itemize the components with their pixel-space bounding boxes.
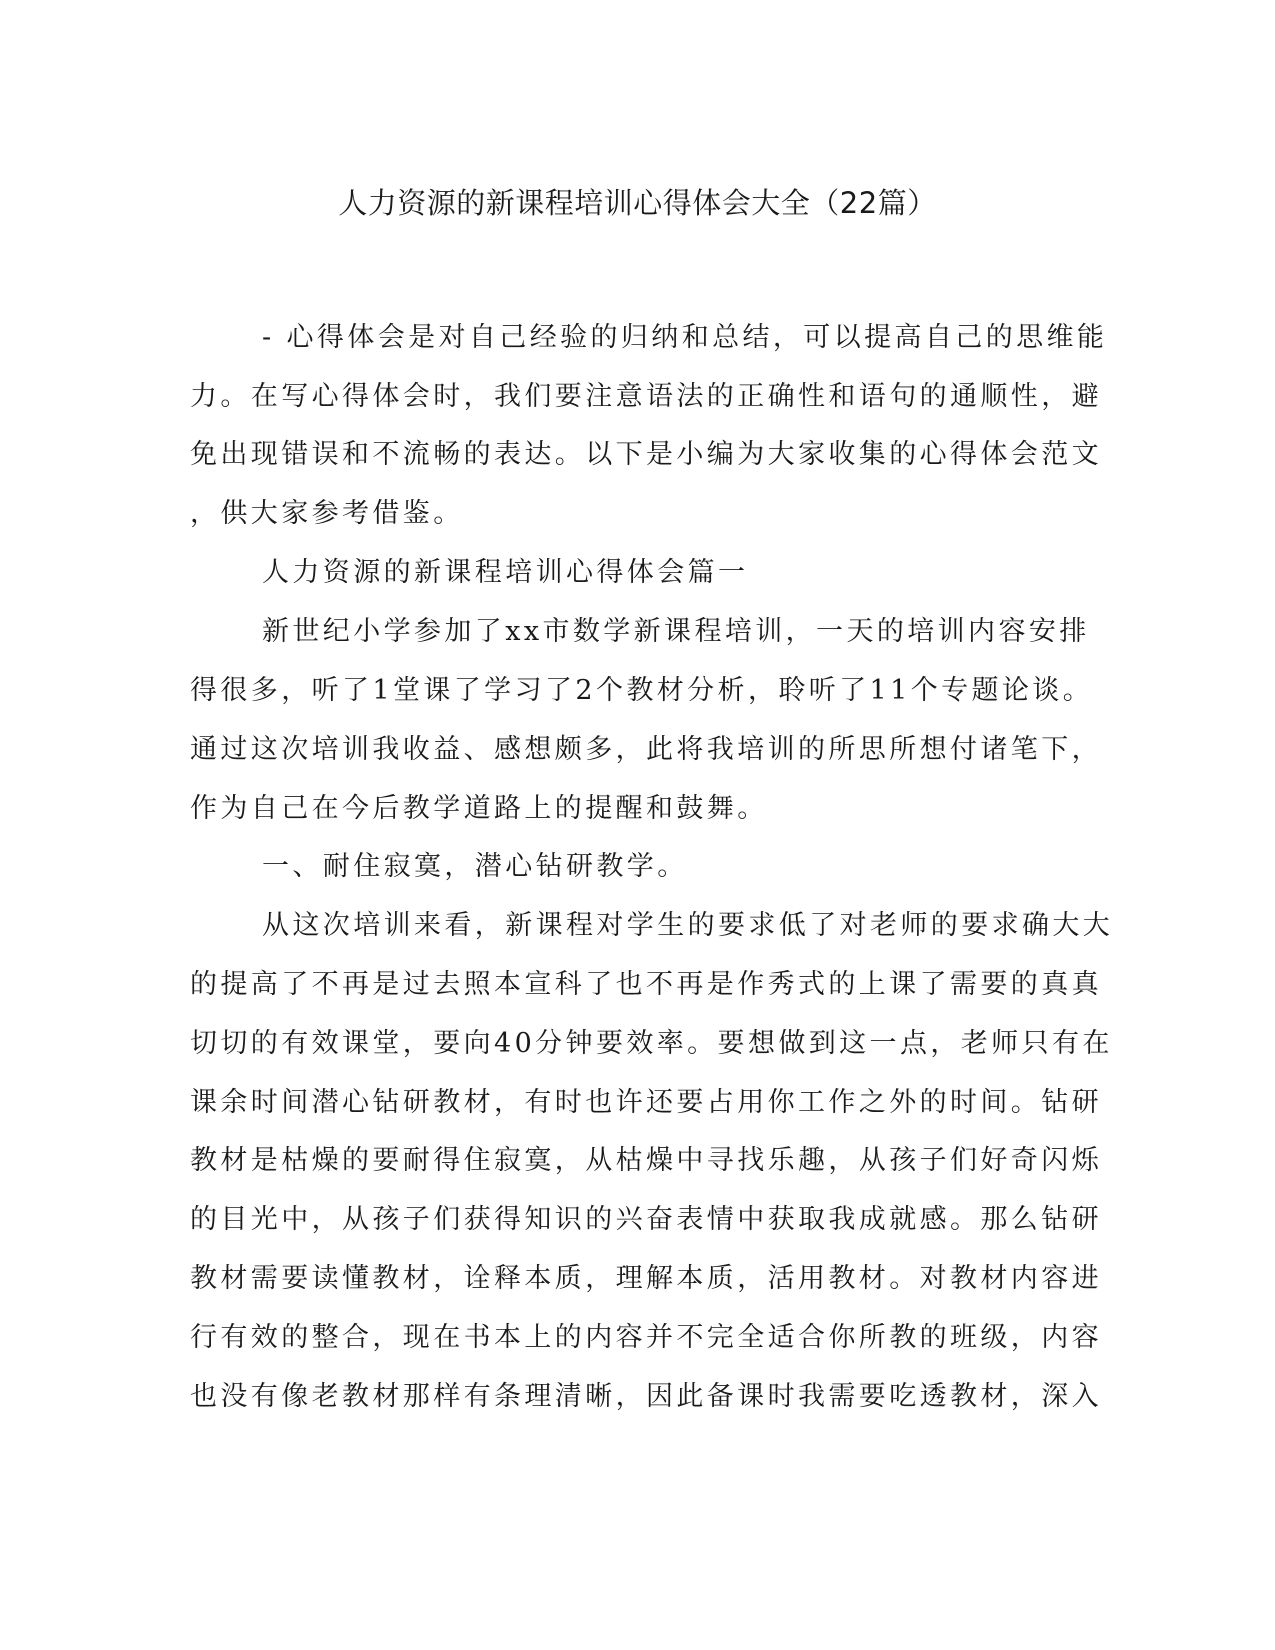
text-line: 从这次培训来看，新课程对学生的要求低了对老师的要求确大大	[262, 910, 1114, 941]
text-line: 力。在写心得体会时，我们要注意语法的正确性和语句的通顺性，避	[190, 381, 1102, 412]
text-line: 得很多，听了1堂课了学习了2个教材分析，聆听了11个专题论谈。	[190, 675, 1094, 706]
text-line: 教材是枯燥的要耐得住寂寞，从枯燥中寻找乐趣，从孩子们好奇闪烁	[190, 1145, 1102, 1176]
text-line: 新世纪小学参加了xx市数学新课程培训，一天的培训内容安排	[262, 616, 1090, 647]
section-heading: 人力资源的新课程培训心得体会篇一	[262, 557, 749, 588]
text-line: 的提高了不再是过去照本宣科了也不再是作秀式的上课了需要的真真	[190, 969, 1102, 1000]
subsection-heading: 一、耐住寂寞，潜心钻研教学。	[262, 851, 688, 882]
text-line: 通过这次培训我收益、感想颇多，此将我培训的所思所想付诸笔下，	[190, 734, 1102, 765]
text-line: 行有效的整合，现在书本上的内容并不完全适合你所教的班级，内容	[190, 1322, 1102, 1353]
text-line: 作为自己在今后教学道路上的提醒和鼓舞。	[190, 793, 768, 824]
text-line: - 心得体会是对自己经验的归纳和总结，可以提高自己的思维能	[262, 322, 1108, 353]
text-line: ，供大家参考借鉴。	[190, 498, 464, 529]
text-line: 免出现错误和不流畅的表达。以下是小编为大家收集的心得体会范文	[190, 439, 1102, 470]
text-line: 课余时间潜心钻研教材，有时也许还要占用你工作之外的时间。钻研	[190, 1087, 1102, 1118]
text-line: 教材需要读懂教材，诠释本质，理解本质，活用教材。对教材内容进	[190, 1263, 1102, 1294]
document-title: 人力资源的新课程培训心得体会大全（22篇）	[338, 186, 937, 220]
text-line: 也没有像老教材那样有条理清晰，因此备课时我需要吃透教材，深入	[190, 1381, 1102, 1412]
text-line: 的目光中，从孩子们获得知识的兴奋表情中获取我成就感。那么钻研	[190, 1204, 1102, 1235]
text-line: 切切的有效课堂，要向40分钟要效率。要想做到这一点，老师只有在	[190, 1028, 1113, 1059]
